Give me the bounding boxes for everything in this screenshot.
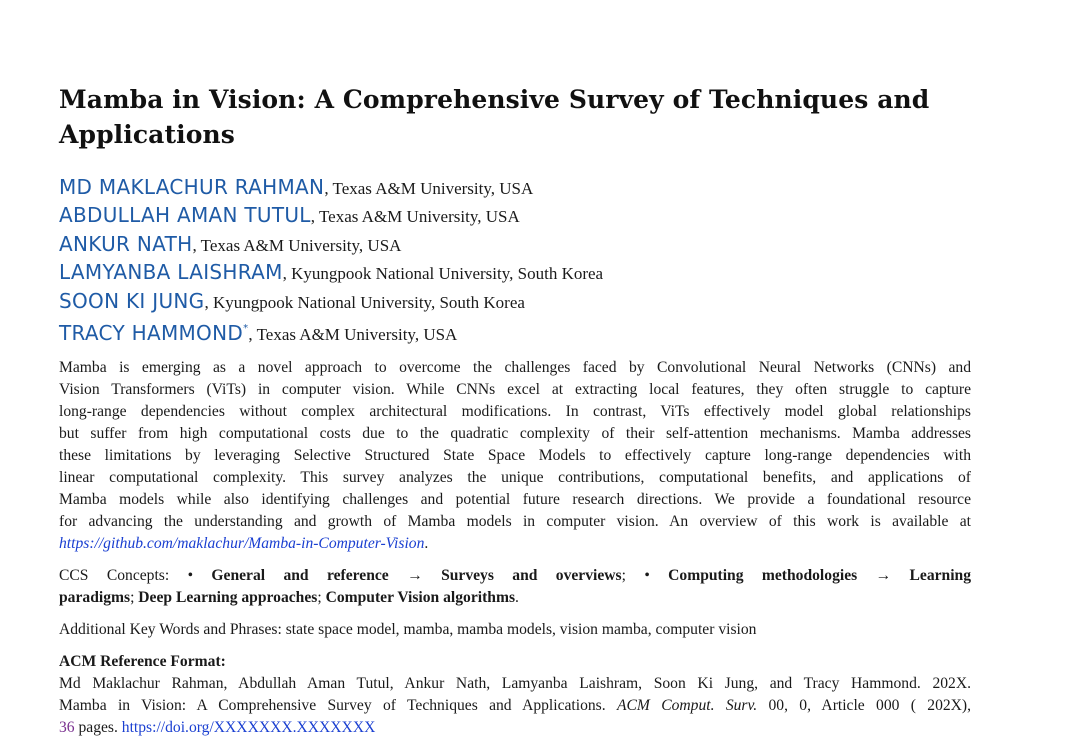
ccs-separator: ; (317, 589, 326, 607)
author-affiliation: Texas A&M University, USA (200, 235, 402, 255)
ccs-arrow: → (388, 567, 442, 585)
abstract-line: Mamba is emerging as a novel approach to overcome the challenges faced by Convolutional Neural Networks (CNNs) and (59, 359, 971, 377)
author-name[interactable]: ANKUR NATH (59, 231, 193, 256)
author-entry (59, 173, 971, 201)
author-entry (59, 258, 971, 286)
author-entry (59, 201, 971, 229)
github-link[interactable]: https://github.com/maklachur/Mamba-in-Computer-Vision (59, 535, 425, 553)
ccs-bullet: • (644, 567, 669, 585)
ccs-concepts (59, 565, 971, 609)
doi-link[interactable]: https://doi.org/XXXXXXX.XXXXXXX (121, 719, 376, 737)
keywords (59, 619, 971, 641)
ccs-bullet: • (187, 567, 212, 585)
author-name[interactable]: MD MAKLACHUR RAHMAN (59, 175, 325, 199)
abstract-line: long-range dependencies without complex architectural modifications. In contrast, ViTs effectively model global relationships (59, 403, 971, 421)
ccs-concept: Learning (909, 567, 972, 585)
reference-format (59, 673, 971, 739)
reference-title: Mamba in Vision: A Comprehensive Survey of Techniques and Applications. (59, 697, 617, 715)
abstract-line: these limitations by leveraging Selective Structured State Space Models to effectively capture long-range dependencies with (59, 447, 971, 465)
author-affiliation: Texas A&M University, USA (256, 324, 458, 344)
ccs-concept: Computer Vision algorithms (325, 589, 516, 607)
author-affiliation: Kyungpook National University, South Korea (291, 264, 604, 284)
author-affiliation: Texas A&M University, USA (332, 179, 534, 198)
ccs-label: CCS Concepts: (59, 567, 188, 585)
page-count-link[interactable]: 36 (59, 719, 75, 737)
ccs-line-1 (59, 565, 971, 587)
reference-volume: 00, 0, Article 000 ( 202X), (757, 697, 972, 715)
author-affiliation: Texas A&M University, USA (318, 207, 520, 227)
author-separator: , (282, 264, 292, 284)
author-separator: , (324, 179, 333, 198)
paper-title-line-2: Applications (59, 120, 235, 149)
author-separator: , (204, 292, 213, 312)
abstract-line: Vision Transformers (ViTs) in computer vision. While CNNs excel at extracting local features, they often struggle to capture (59, 381, 971, 399)
author-separator: , (192, 235, 201, 255)
reference-journal: ACM Comput. Surv. (616, 697, 758, 715)
author-name-text: TRACY HAMMOND (59, 320, 244, 345)
author-entry (59, 287, 971, 315)
ccs-concept: General and reference (211, 567, 389, 585)
abstract-line: for advancing the understanding and growth of Mamba models in computer vision. An overview of this work is available at (59, 513, 971, 531)
reference-line-3 (59, 717, 971, 739)
ccs-separator: ; (621, 567, 645, 585)
author-separator: , (310, 207, 319, 227)
author-name[interactable]: ABDULLAH AMAN TUTUL (59, 203, 311, 228)
paper-page (59, 82, 971, 739)
author-entry (59, 315, 971, 343)
ccs-concept: Surveys and overviews (441, 567, 622, 585)
keywords-text: state space model, mamba, mamba models, vision mamba, computer vision (285, 621, 757, 639)
paper-title-line-1: Mamba in Vision: A Comprehensive Survey of Techniques and (59, 85, 930, 114)
author-separator: , (248, 324, 257, 344)
abstract (59, 357, 971, 555)
author-name[interactable]: LAMYANBA LAISHRAM (59, 260, 283, 285)
reference-line-2 (59, 695, 971, 717)
author-list (59, 173, 971, 343)
ccs-arrow: → (857, 567, 910, 585)
abstract-line: linear computational complexity. This survey analyzes the unique contributions, computational benefits, and applications of (59, 469, 971, 487)
author-name[interactable]: SOON KI JUNG (59, 288, 205, 313)
keywords-label: Additional Key Words and Phrases: (59, 621, 286, 639)
paper-title (59, 82, 971, 152)
author-entry (59, 230, 971, 258)
reference-line-1: Md Maklachur Rahman, Abdullah Aman Tutul, Ankur Nath, Lamyanba Laishram, Soon Ki Jung, and Tracy Hammond. 202X. (59, 675, 971, 693)
reference-heading: ACM Reference Format: (59, 653, 226, 671)
ccs-end: . (515, 589, 519, 607)
ccs-line-2 (59, 587, 971, 609)
abstract-link-line (59, 533, 971, 555)
ccs-concept: Computing methodologies (668, 567, 858, 585)
abstract-link-suffix: . (424, 535, 429, 553)
author-affiliation: Kyungpook National University, South Korea (212, 292, 525, 312)
ccs-separator: ; (130, 589, 139, 607)
pages-word: pages. (74, 719, 122, 737)
abstract-line: but suffer from high computational costs due to the quadratic complexity of their self-attention mechanisms. Mamba addresses (59, 425, 971, 443)
author-name[interactable] (59, 321, 248, 345)
ccs-concept: paradigms (59, 589, 131, 607)
ccs-concept: Deep Learning approaches (138, 589, 318, 607)
abstract-line: Mamba models while also identifying challenges and potential future research directions. We provide a foundational resource (59, 491, 971, 509)
corresponding-author-mark: * (243, 322, 249, 334)
